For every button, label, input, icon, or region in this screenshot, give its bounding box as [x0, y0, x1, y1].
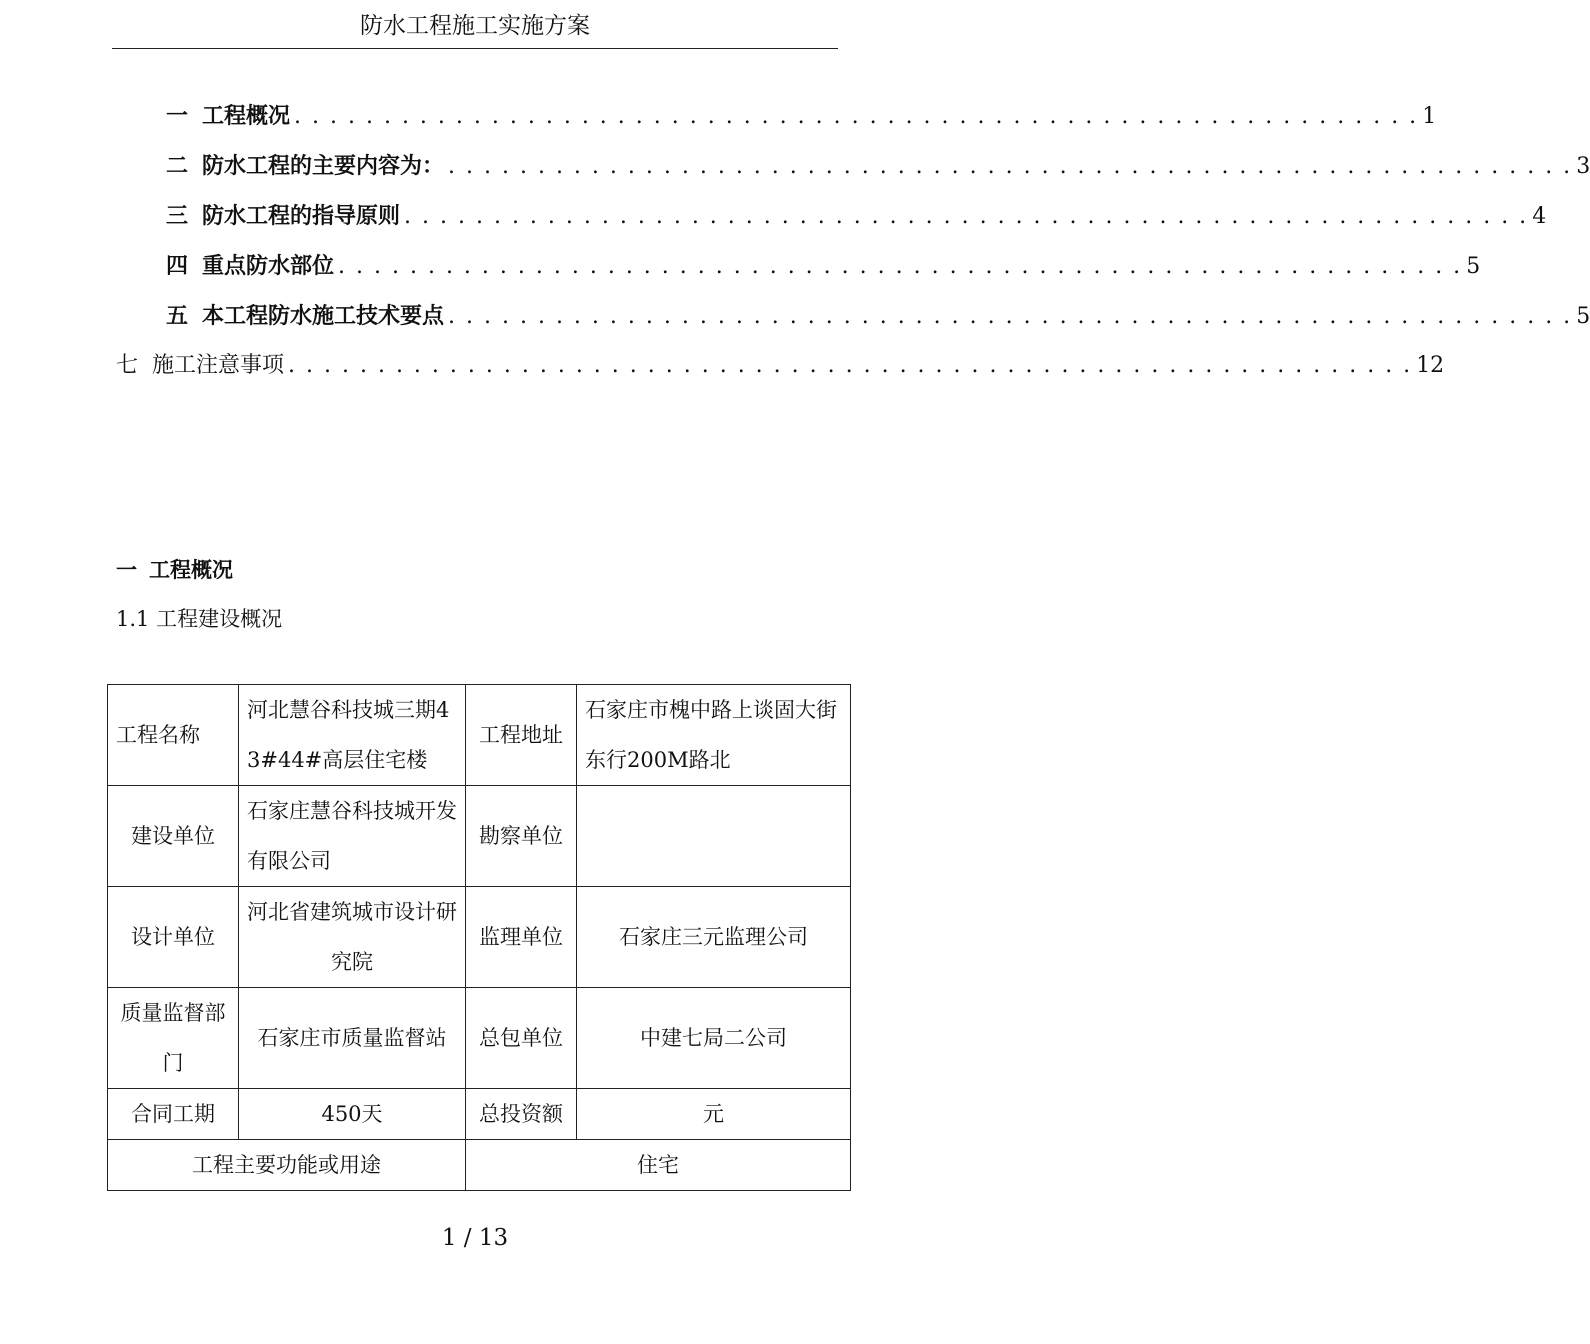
toc-title: 工程概况: [202, 103, 291, 129]
toc-page-number: 1: [1422, 104, 1437, 129]
table-cell-value: [577, 786, 851, 887]
page-header: 防水工程施工实施方案: [112, 8, 838, 49]
toc-entry[interactable]: [166, 96, 1437, 136]
table-cell-label: 质量监督部门: [108, 988, 239, 1089]
toc-title: 防水工程的主要内容为：: [202, 153, 445, 179]
toc-entry[interactable]: [166, 146, 1590, 186]
table-cell-label: 工程地址: [466, 685, 577, 786]
section-number: 一: [116, 557, 137, 582]
table-cell-label: 总包单位: [466, 988, 577, 1089]
page-number-footer: 1 / 13: [441, 1225, 509, 1251]
project-info-table: [107, 684, 851, 1191]
table-row: [108, 685, 851, 786]
table-cell-value: 中建七局二公司: [577, 988, 851, 1089]
table-cell-value: 石家庄慧谷科技城开发有限公司: [239, 786, 466, 887]
section-heading: [116, 552, 233, 588]
toc-leader-dots: . . . . . . . . . . . . . . . . . . . . . . . . . . . . . . . . . . . . . . . . . . . . . . . . . . . . . . . . . . . . . . .: [338, 254, 1463, 279]
toc-leader-dots: . . . . . . . . . . . . . . . . . . . . . . . . . . . . . . . . . . . . . . . . . . . . . . . . . . . . . . . . . . . . . . .: [294, 104, 1419, 129]
toc-leader-dots: . . . . . . . . . . . . . . . . . . . . . . . . . . . . . . . . . . . . . . . . . . . . . . . . . . . . . . . . . . . . . . .: [448, 304, 1573, 329]
table-cell-label: 工程主要功能或用途: [108, 1140, 466, 1191]
toc-number: 三: [166, 203, 189, 229]
table-cell-value: 住宅: [466, 1140, 851, 1191]
toc-page-number: 4: [1532, 204, 1547, 229]
table-row: [108, 1089, 851, 1140]
toc-title: 本工程防水施工技术要点: [202, 303, 445, 329]
toc-page-number: 5: [1576, 304, 1590, 329]
section-title: 工程概况: [149, 557, 233, 582]
toc-page-number: 3: [1576, 154, 1590, 179]
table-cell-value: 元: [577, 1089, 851, 1140]
toc-entry[interactable]: [166, 296, 1590, 336]
table-cell-label: 合同工期: [108, 1089, 239, 1140]
table-cell-value: 450天: [239, 1089, 466, 1140]
toc-leader-dots: . . . . . . . . . . . . . . . . . . . . . . . . . . . . . . . . . . . . . . . . . . . . . . . . . . . . . . . . . . . . . . .: [448, 154, 1573, 179]
table-cell-value: 河北省建筑城市设计研究院: [239, 887, 466, 988]
toc-leader-dots: . . . . . . . . . . . . . . . . . . . . . . . . . . . . . . . . . . . . . . . . . . . . . . . . . . . . . . . . . . . . . . .: [404, 204, 1529, 229]
table-row: [108, 1140, 851, 1191]
toc-page-number: 5: [1466, 254, 1481, 279]
toc-title: 重点防水部位: [202, 253, 335, 279]
toc-entry[interactable]: [166, 196, 1547, 236]
table-cell-value: 石家庄市槐中路上谈固大街东行200M路北: [577, 685, 851, 786]
toc-leader-dots: . . . . . . . . . . . . . . . . . . . . . . . . . . . . . . . . . . . . . . . . . . . . . . . . . . . . . . . . . . . . . . .: [288, 353, 1413, 378]
table-cell-label: 勘察单位: [466, 786, 577, 887]
toc-entry[interactable]: [166, 246, 1481, 286]
table-cell-value: 石家庄三元监理公司: [577, 887, 851, 988]
toc-title: 防水工程的指导原则: [202, 203, 401, 229]
table-row: [108, 887, 851, 988]
table-cell-label: 监理单位: [466, 887, 577, 988]
table-cell-label: 总投资额: [466, 1089, 577, 1140]
toc-number: 七: [116, 353, 139, 378]
table-cell-label: 设计单位: [108, 887, 239, 988]
toc-number: 四: [166, 253, 189, 279]
table-cell-value: 河北慧谷科技城三期43#44#高层住宅楼: [239, 685, 466, 786]
toc-number: 二: [166, 153, 189, 179]
toc-page-number: 12: [1416, 353, 1445, 378]
subsection-heading: 1.1 工程建设概况: [116, 607, 283, 631]
table-row: [108, 988, 851, 1089]
table-cell-label: 建设单位: [108, 786, 239, 887]
toc-number: 五: [166, 303, 189, 329]
table-cell-label: 工程名称: [108, 685, 239, 786]
table-row: [108, 786, 851, 887]
toc-number: 一: [166, 103, 189, 129]
toc-entry[interactable]: [116, 346, 1445, 386]
table-cell-value: 石家庄市质量监督站: [239, 988, 466, 1089]
toc-title: 施工注意事项: [152, 353, 285, 378]
